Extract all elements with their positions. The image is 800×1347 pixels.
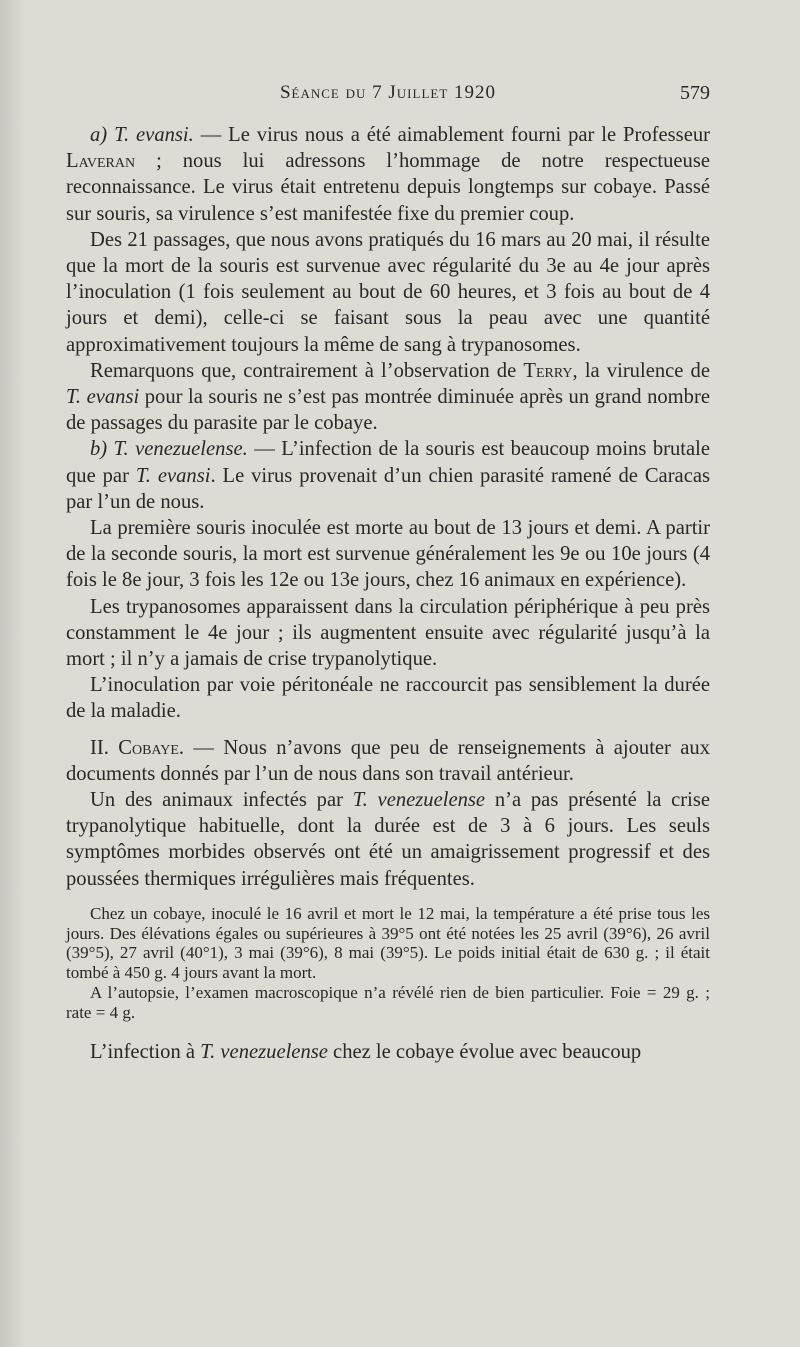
paragraph-venezuelense-intro xyxy=(66,436,710,515)
author-name: Laveran xyxy=(66,150,136,173)
paragraph-trypanosomes: Les trypanosomes apparaissent dans la circulation périphérique à peu près constamment le 4e jour ; ils augmentent ensuite avec régularité jusqu’à la mort ; il n’y a jamais de crise trypanolytique. xyxy=(66,595,710,671)
author-name: Terry xyxy=(523,359,573,382)
paragraph-text: n’a pas présenté la crise trypanolytique habituelle, dont la durée est de 3 à 6 jours. Les seuls symptômes morbides observés ont été un amaigrissement progressif et des poussées thermiques irrégulières mais fréquentes. xyxy=(66,789,710,890)
page-body xyxy=(66,122,710,1065)
paragraph-text: . Le virus provenait d’un chien parasité ramené de Caracas par l’un de nous. xyxy=(66,464,710,513)
paragraph-text: — Nous n’avons que peu de renseignements à ajouter aux documents donnés par l’un de nous dans son travail antérieur. xyxy=(66,736,711,785)
paragraph-text: ; nous lui adressons l’hommage de notre respectueuse reconnaissance. Le virus était entretenu depuis longtemps sur cobaye. Passé sur souris, sa virulence s’est manifestée fixe du premier coup. xyxy=(66,150,710,225)
section-label: II. xyxy=(90,736,119,759)
species-name: T. evansi xyxy=(66,386,140,409)
species-name: T. evansi xyxy=(135,464,211,487)
paragraph-infection-cobaye xyxy=(66,1039,710,1065)
paragraph-label: b) xyxy=(90,438,108,461)
species-name: T. venezuelense xyxy=(352,789,486,812)
note-temperature: Chez un cobaye, inoculé le 16 avril et mort le 12 mai, la température a été prise tous les jours. Des élévations égales ou supérieures à 39°5 ont été notées les 25 avril (39°6), 26 avril (39°5), 27 avril (40°1), 3 mai (39°6), 8 mai (39°5). Le poids initial était de 630 g. ; il était tombé à 450 g. 4 jours avant la mort. xyxy=(66,903,710,983)
paragraph-infected-animal xyxy=(66,787,710,892)
paragraph-text: pour la souris ne s’est pas montrée diminuée après un grand nombre de passages du parasite par le cobaye. xyxy=(66,386,710,435)
paragraph-terry xyxy=(66,358,710,437)
paragraph-first-mouse: La première souris inoculée est morte au bout de 13 jours et demi. A partir de la seconde souris, la mort est survenue généralement les 9e ou 10e jours (4 fois le 8e jour, 3 fois les 12e ou 13e jours, chez 16 animaux en expérience). xyxy=(66,517,710,592)
paragraph-passages: Des 21 passages, que nous avons pratiqués du 16 mars au 20 mai, il résulte que la mort de la souris est survenue avec régularité du 3e au 4e jour après l’inoculation (1 fois seulement au bout de 60 heures, et 3 fois au bout de 4 jours et demi), celle-ci se faisant sous la peau avec une quantité approximativement toujours la même de sang à trypanosomes. xyxy=(66,228,710,356)
paragraph-text: chez le cobaye évolue avec beaucoup xyxy=(327,1040,642,1063)
paragraph-text: , la virulence de xyxy=(572,359,710,382)
page-header xyxy=(66,80,710,112)
running-title: Séance du 7 Juillet 1920 xyxy=(279,82,497,103)
species-name: T. evansi. xyxy=(114,124,194,146)
page-number: 579 xyxy=(680,82,710,104)
species-name: T. venezuelense xyxy=(200,1040,328,1063)
paragraph-label: a) xyxy=(90,124,108,146)
paragraph-text: Remarquons que, contrairement à l’observation de xyxy=(90,359,524,382)
paragraph-text: Un des animaux infectés par xyxy=(90,789,353,812)
paragraph-text: L’infection à xyxy=(90,1040,201,1063)
small-print-block xyxy=(66,904,710,1023)
paragraph-text: — L’infection de la souris est beaucoup moins brutale que par xyxy=(66,438,710,487)
section-title: Cobaye. xyxy=(118,736,185,759)
species-name: T. venezuelense. xyxy=(113,438,248,461)
paragraph-text: — Le virus nous a été aimablement fourni par le Professeur xyxy=(193,124,710,146)
paragraph-cobaye-section xyxy=(66,735,710,787)
note-autopsy: A l’autopsie, l’examen macroscopique n’a révélé rien de bien particulier. Foie = 29 g. ; rate = 4 g. xyxy=(66,983,710,1022)
paragraph-peritoneal: L’inoculation par voie péritonéale ne raccourcit pas sensiblement la durée de la maladie. xyxy=(66,674,710,723)
paragraph-evansi-intro xyxy=(66,122,710,227)
